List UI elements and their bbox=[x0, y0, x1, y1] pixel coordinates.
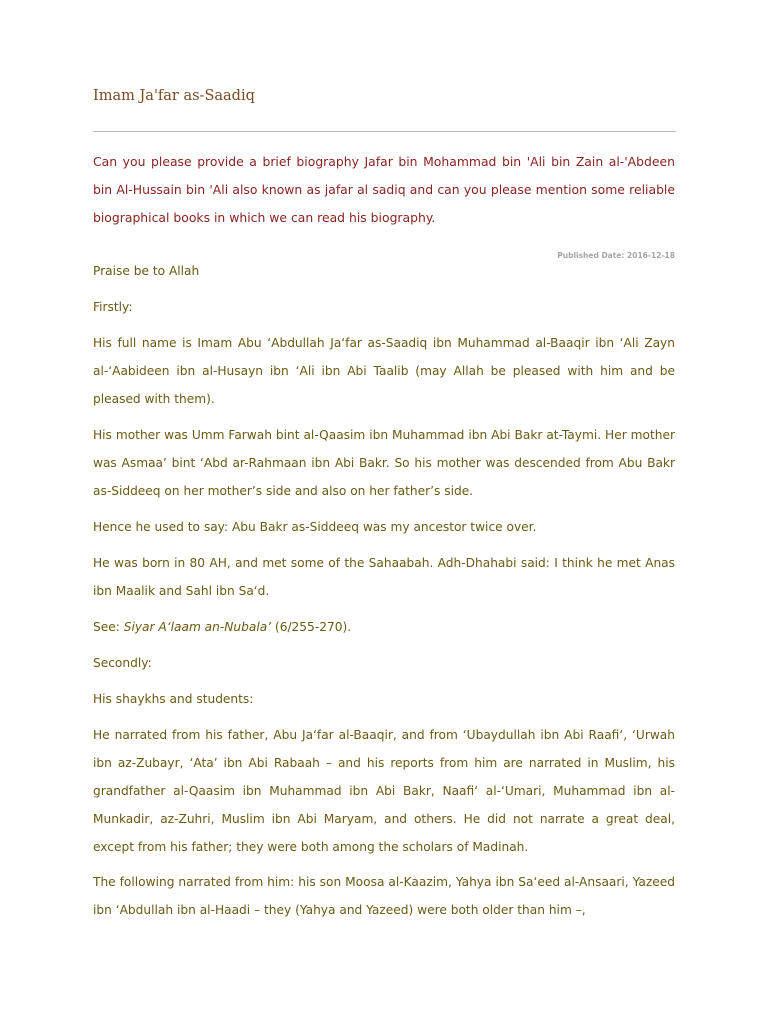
answer-praise: Praise be to Allah bbox=[93, 264, 200, 278]
answer-body bbox=[93, 257, 675, 932]
title-divider bbox=[93, 131, 676, 132]
paragraph-narrated-from: He narrated from his father, Abu Ja‘far al-Baaqir, and from ‘Ubaydullah ibn Abi Raafi‘, ‘Urwah ibn az-Zubayr, ‘Ata’ ibn Abi Rabaah – and his reports from him are narrated in Muslim, his grandfather al-Qaasim ibn Muhammad ibn Abi Bakr, Naafi‘ al-‘Umari, Muhammad ibn al-Munkadir, az-Zuhri, Muslim ibn Abi Maryam, and others. He did not narrate a great deal, except from his father; they were both among the scholars of Madinah. bbox=[93, 728, 675, 854]
see-prefix: See: bbox=[93, 620, 124, 634]
section-heading-firstly: Firstly: bbox=[93, 300, 133, 314]
paragraph-mother: His mother was Umm Farwah bint al-Qaasim ibn Muhammad ibn Abi Bakr at-Taymi. Her mother was Asmaa’ bint ‘Abd ar-Rahmaan ibn Abi Bakr. So his mother was descended from Abu Bakr as-Siddeeq on her mother’s side and also on her father’s side. bbox=[93, 428, 675, 498]
published-date: Published Date: 2016-12-18 bbox=[557, 251, 675, 260]
paragraph-ancestor: Hence he used to say: Abu Bakr as-Siddeeq was my ancestor twice over. bbox=[93, 520, 537, 534]
paragraph-see-reference bbox=[93, 613, 675, 641]
book-reference: (6/255-270). bbox=[271, 620, 352, 634]
paragraph-narrated-by: The following narrated from him: his son Moosa al-Kaazim, Yahya ibn Sa‘eed al-Ansaari, Yazeed ibn ‘Abdullah ibn al-Haadi – they (Yahya and Yazeed) were both older than him –, bbox=[93, 875, 675, 917]
book-title: Siyar A‘laam an-Nubala’ bbox=[123, 620, 272, 634]
subheading-shaykhs-students: His shaykhs and students: bbox=[93, 692, 254, 706]
paragraph-full-name: His full name is Imam Abu ‘Abdullah Ja‘far as-Saadiq ibn Muhammad al-Baaqir ibn ‘Ali Zayn al-‘Aabideen ibn al-Husayn ibn ‘Ali ibn Abi Taalib (may Allah be pleased with him and be pleased with them). bbox=[93, 336, 675, 406]
section-heading-secondly: Secondly: bbox=[93, 656, 152, 670]
question-text: Can you please provide a brief biography Jafar bin Mohammad bin 'Ali bin Zain al-'Abdeen bin Al-Hussain bin 'Ali also known as jafar al sadiq and can you please mention some reliable biographical books in which we can read his biography. bbox=[93, 154, 675, 225]
page-title: Imam Ja'far as-Saadiq bbox=[93, 88, 255, 104]
paragraph-born: He was born in 80 AH, and met some of the Sahaabah. Adh-Dhahabi said: I think he met Anas ibn Maalik and Sahl ibn Sa‘d. bbox=[93, 556, 675, 598]
